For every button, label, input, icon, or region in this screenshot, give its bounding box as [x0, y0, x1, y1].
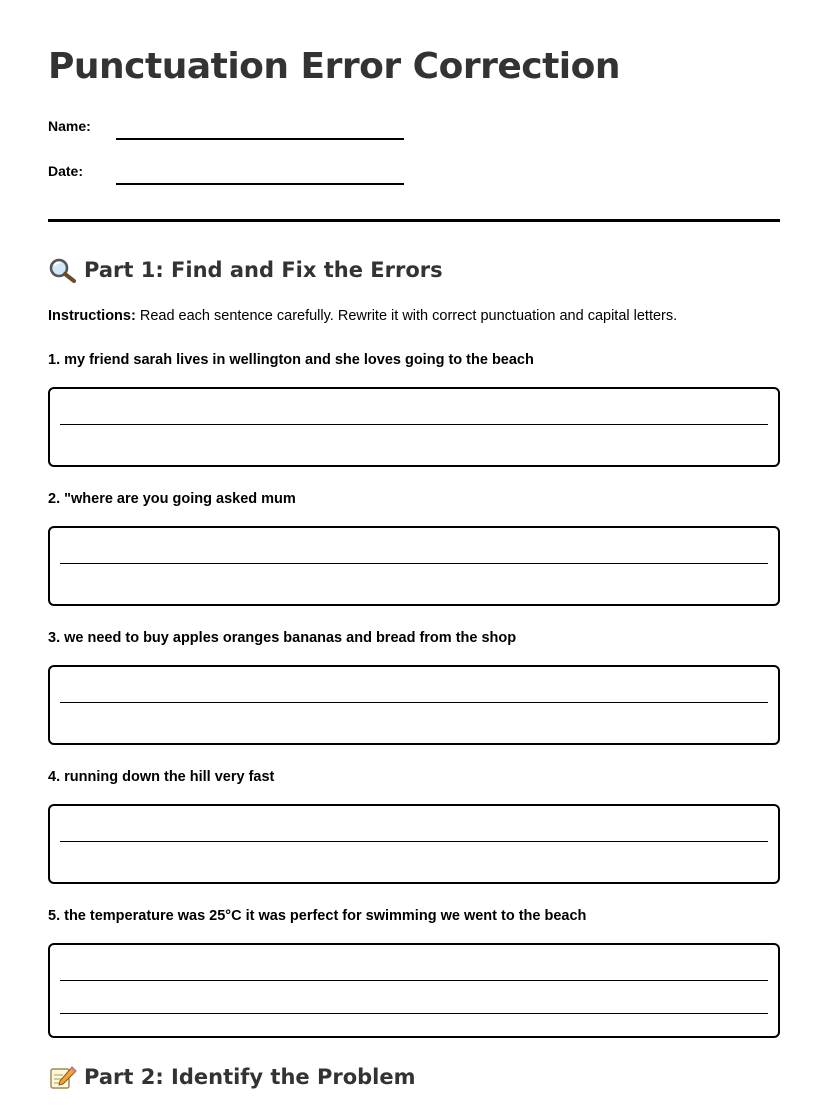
question-2: 2. "where are you going asked mum	[48, 491, 296, 507]
header-divider	[48, 219, 780, 222]
part1-instructions	[48, 308, 677, 324]
memo-pencil-icon	[48, 1064, 78, 1090]
question-3: 3. we need to buy apples oranges bananas and bread from the shop	[48, 630, 517, 646]
name-label: Name:	[48, 118, 91, 134]
page-title: Punctuation Error Correction	[48, 46, 621, 87]
magnifying-glass-icon	[48, 257, 78, 283]
date-input-line[interactable]	[116, 183, 404, 185]
question-1: 1. my friend sarah lives in wellington and she loves going to the beach	[48, 352, 534, 368]
name-field	[48, 118, 408, 142]
part2-heading	[48, 1064, 416, 1090]
answer-line	[60, 563, 768, 564]
part2-heading-text: Part 2: Identify the Problem	[84, 1065, 416, 1089]
answer-box-3[interactable]	[48, 665, 780, 745]
date-label: Date:	[48, 163, 84, 179]
answer-box-4[interactable]	[48, 804, 780, 884]
date-field	[48, 163, 408, 187]
part1-heading-text: Part 1: Find and Fix the Errors	[84, 258, 443, 282]
answer-line	[60, 980, 768, 981]
question-5: 5. the temperature was 25°C it was perfect for swimming we went to the beach	[48, 908, 587, 924]
part1-heading	[48, 257, 443, 283]
name-input-line[interactable]	[116, 138, 404, 140]
answer-line	[60, 702, 768, 703]
answer-line	[60, 841, 768, 842]
answer-line	[60, 1013, 768, 1014]
answer-line	[60, 424, 768, 425]
answer-box-2[interactable]	[48, 526, 780, 606]
answer-box-5[interactable]	[48, 943, 780, 1038]
answer-box-1[interactable]	[48, 387, 780, 467]
instructions-text: Read each sentence carefully. Rewrite it with correct punctuation and capital letters.	[135, 308, 678, 324]
question-4: 4. running down the hill very fast	[48, 769, 275, 785]
instructions-label: Instructions:	[48, 308, 136, 324]
